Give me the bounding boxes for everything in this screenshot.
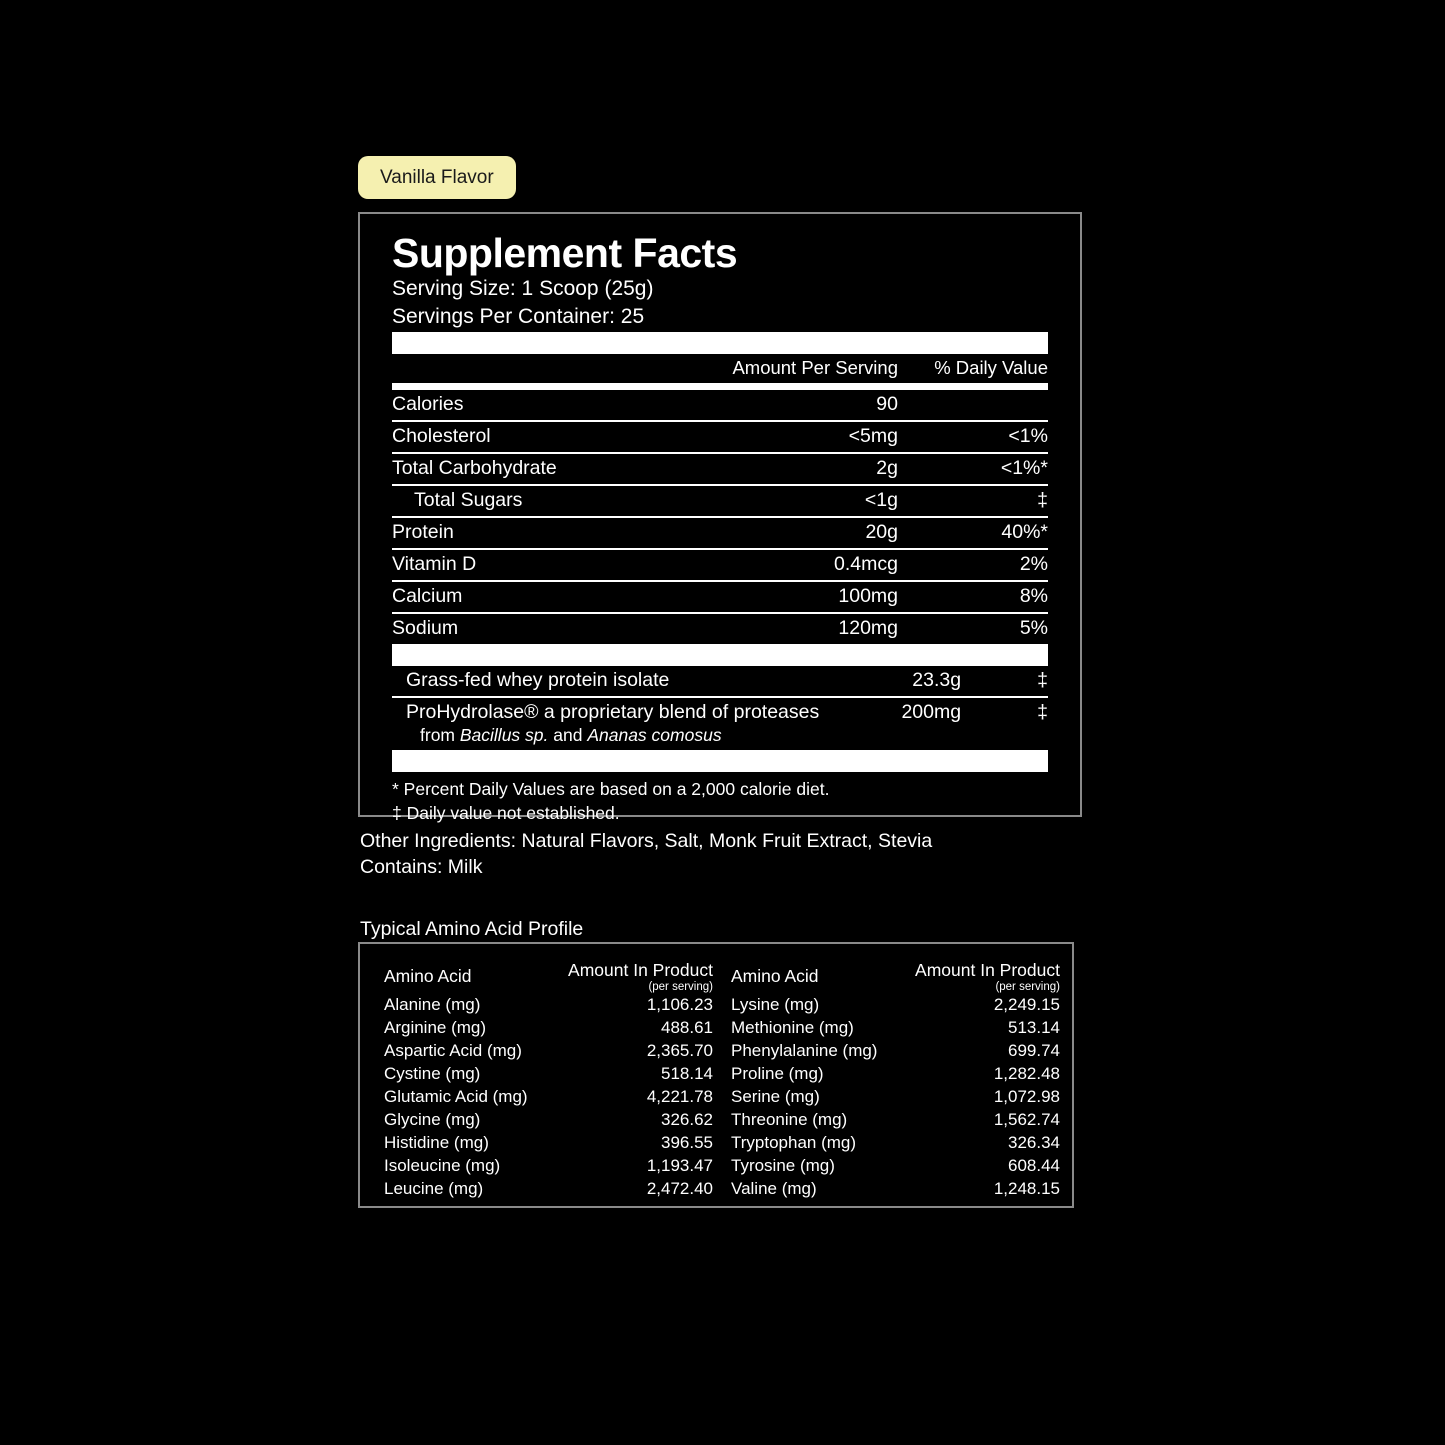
nutrient-name: Total Carbohydrate bbox=[392, 453, 688, 485]
supplement-facts-table bbox=[392, 354, 1048, 383]
nutrient-dv: 2% bbox=[898, 549, 1048, 581]
amino-acid-value: 2,365.70 bbox=[646, 1040, 713, 1060]
footnotes bbox=[392, 778, 1048, 825]
nutrient-amount: 90 bbox=[688, 390, 898, 421]
table-row bbox=[731, 1131, 1060, 1154]
amino-acid-header-amount-label: Amount In Product bbox=[568, 959, 713, 980]
amino-acid-name: Isoleucine (mg) bbox=[384, 1155, 501, 1175]
header-blank bbox=[392, 354, 688, 383]
nutrient-name: Protein bbox=[392, 517, 688, 549]
amino-acid-value: 608.44 bbox=[1008, 1155, 1060, 1175]
table-row bbox=[384, 1177, 713, 1200]
contains-line: Contains: Milk bbox=[360, 856, 483, 879]
ingredient-name: Grass-fed whey protein isolate bbox=[392, 666, 819, 697]
amino-acid-name: Alanine (mg) bbox=[384, 994, 481, 1014]
table-row bbox=[392, 517, 1048, 549]
amino-acid-value: 1,282.48 bbox=[993, 1063, 1060, 1083]
flavor-badge-label: Vanilla Flavor bbox=[380, 167, 494, 188]
table-row bbox=[731, 1039, 1060, 1062]
divider-thick-mid bbox=[392, 644, 1048, 666]
header-amount-per-serving: Amount Per Serving bbox=[732, 356, 898, 378]
nutrient-dv: 5% bbox=[1019, 616, 1048, 639]
table-row bbox=[384, 1016, 713, 1039]
ingredient-source-mid: and bbox=[548, 724, 588, 745]
nutrient-amount: 2g bbox=[688, 453, 898, 485]
divider-thick-bottom bbox=[392, 750, 1048, 772]
ingredient-amount: 23.3g bbox=[819, 666, 961, 697]
footnote-daily-values: * Percent Daily Values are based on a 2,000 calorie diet. bbox=[392, 779, 830, 800]
amino-acid-name: Tryptophan (mg) bbox=[731, 1132, 857, 1152]
nutrient-name: Total Sugars bbox=[392, 485, 688, 517]
amino-acid-name: Cystine (mg) bbox=[384, 1063, 481, 1083]
other-ingredients-line: Other Ingredients: Natural Flavors, Salt, Monk Fruit Extract, Stevia bbox=[360, 830, 933, 852]
ingredient-dv: ‡ bbox=[961, 666, 1048, 697]
amino-acid-name: Leucine (mg) bbox=[384, 1178, 484, 1198]
table-row bbox=[384, 1039, 713, 1062]
amino-acid-value: 326.62 bbox=[661, 1109, 713, 1129]
table-row bbox=[731, 1016, 1060, 1039]
amino-acid-header-name: Amino Acid bbox=[731, 965, 819, 986]
supplement-facts-title: Supplement Facts bbox=[392, 230, 738, 276]
nutrients-table bbox=[392, 390, 1048, 644]
table-row bbox=[392, 666, 1048, 697]
table-row bbox=[392, 421, 1048, 453]
nutrient-name: Calories bbox=[392, 390, 688, 421]
table-row bbox=[731, 1085, 1060, 1108]
table-row bbox=[731, 1177, 1060, 1200]
amino-acid-value: 2,249.15 bbox=[993, 994, 1060, 1014]
nutrient-name: Vitamin D bbox=[392, 549, 688, 581]
nutrient-dv: 40%* bbox=[898, 517, 1048, 549]
nutrient-name: Sodium bbox=[392, 616, 459, 639]
table-row bbox=[384, 1062, 713, 1085]
nutrient-name: Calcium bbox=[392, 581, 688, 613]
amino-acid-header-name: Amino Acid bbox=[384, 965, 472, 986]
table-row bbox=[384, 993, 713, 1016]
amino-acid-header-amount-sub: (per serving) bbox=[995, 980, 1060, 993]
supplement-facts-panel bbox=[358, 212, 1082, 824]
nutrient-dv: ‡ bbox=[898, 485, 1048, 517]
amino-acid-profile-title: Typical Amino Acid Profile bbox=[360, 918, 584, 940]
amino-acid-value: 1,562.74 bbox=[993, 1109, 1060, 1129]
nutrient-dv: <1%* bbox=[898, 453, 1048, 485]
table-row bbox=[384, 1108, 713, 1131]
amino-acid-value: 518.14 bbox=[661, 1063, 713, 1083]
nutrient-dv: <1% bbox=[898, 421, 1048, 453]
amino-acid-name: Serine (mg) bbox=[731, 1086, 820, 1106]
table-row bbox=[384, 1154, 713, 1177]
amino-acid-value: 1,248.15 bbox=[993, 1178, 1060, 1198]
divider-med-1 bbox=[392, 383, 1048, 390]
header-daily-value: % Daily Value bbox=[934, 356, 1048, 378]
table-header-row bbox=[384, 958, 713, 993]
amino-acid-header-amount-sub: (per serving) bbox=[648, 980, 713, 993]
amino-acid-name: Arginine (mg) bbox=[384, 1017, 487, 1037]
nutrient-dv bbox=[898, 390, 1048, 421]
table-row bbox=[392, 697, 1048, 751]
table-row bbox=[392, 390, 1048, 421]
amino-acid-name: Proline (mg) bbox=[731, 1063, 824, 1083]
amino-acid-value: 513.14 bbox=[1008, 1017, 1060, 1037]
serving-size: Serving Size: 1 Scoop (25g) bbox=[392, 277, 654, 301]
nutrient-name: Cholesterol bbox=[392, 421, 688, 453]
divider-thick-top bbox=[392, 332, 1048, 354]
amino-acid-table-left bbox=[384, 958, 713, 1200]
nutrient-amount: 20g bbox=[688, 517, 898, 549]
ingredient-name bbox=[392, 697, 819, 751]
nutrient-amount: <1g bbox=[688, 485, 898, 517]
amino-acid-name: Valine (mg) bbox=[731, 1178, 817, 1198]
ingredient-amount: 200mg bbox=[901, 700, 962, 723]
amino-acid-name: Threonine (mg) bbox=[731, 1109, 848, 1129]
amino-acid-value: 2,472.40 bbox=[646, 1178, 713, 1198]
amino-acid-panel bbox=[358, 942, 1074, 1208]
amino-acid-name: Histidine (mg) bbox=[384, 1132, 489, 1152]
table-header-row bbox=[392, 354, 1048, 383]
amino-acid-value: 396.55 bbox=[661, 1132, 713, 1152]
ingredient-name-line1: ProHydrolase® a proprietary blend of proteases bbox=[406, 700, 820, 723]
amino-acid-value: 4,221.78 bbox=[646, 1086, 713, 1106]
servings-per-container: Servings Per Container: 25 bbox=[392, 305, 645, 329]
amino-acid-header-amount bbox=[896, 958, 1060, 993]
ingredient-source-prefix: from bbox=[420, 724, 460, 745]
table-row bbox=[731, 1154, 1060, 1177]
amino-acid-name: Lysine (mg) bbox=[731, 994, 820, 1014]
flavor-badge[interactable] bbox=[358, 156, 516, 199]
amino-acid-name: Aspartic Acid (mg) bbox=[384, 1040, 522, 1060]
table-row bbox=[392, 453, 1048, 485]
nutrient-amount: <5mg bbox=[688, 421, 898, 453]
amino-acid-value: 1,193.47 bbox=[646, 1155, 713, 1175]
table-row bbox=[392, 613, 1048, 644]
ingredient-source-species-1: Bacillus sp. bbox=[459, 724, 549, 745]
ingredients-table bbox=[392, 666, 1048, 751]
amino-acid-value: 1,106.23 bbox=[646, 994, 713, 1014]
footnote-not-established: ‡ Daily value not established. bbox=[392, 803, 620, 824]
ingredient-source-species-2: Ananas comosus bbox=[587, 724, 722, 745]
nutrient-amount: 0.4mcg bbox=[688, 549, 898, 581]
amino-acid-name: Glycine (mg) bbox=[384, 1109, 481, 1129]
table-row bbox=[731, 1062, 1060, 1085]
amino-acid-name: Glutamic Acid (mg) bbox=[384, 1086, 528, 1106]
other-ingredients bbox=[360, 828, 1120, 881]
amino-acid-header-amount bbox=[548, 958, 713, 993]
nutrient-amount: 100mg bbox=[688, 581, 898, 613]
nutrient-amount: 120mg bbox=[838, 616, 898, 639]
table-row bbox=[392, 581, 1048, 613]
table-row bbox=[392, 485, 1048, 517]
table-row bbox=[731, 993, 1060, 1016]
amino-acid-name: Methionine (mg) bbox=[731, 1017, 854, 1037]
amino-acid-name: Tyrosine (mg) bbox=[731, 1155, 835, 1175]
table-row bbox=[731, 1108, 1060, 1131]
ingredient-dv: ‡ bbox=[1037, 700, 1048, 723]
amino-acid-table-right bbox=[731, 958, 1060, 1200]
table-row bbox=[392, 549, 1048, 581]
table-row bbox=[384, 1131, 713, 1154]
amino-acid-value: 1,072.98 bbox=[993, 1086, 1060, 1106]
amino-acid-header-amount-label: Amount In Product bbox=[915, 959, 1060, 980]
ingredient-name-line2 bbox=[406, 724, 819, 747]
amino-acid-value: 488.61 bbox=[661, 1017, 713, 1037]
table-row bbox=[384, 1085, 713, 1108]
nutrient-dv: 8% bbox=[898, 581, 1048, 613]
table-header-row bbox=[731, 958, 1060, 993]
amino-acid-value: 699.74 bbox=[1008, 1040, 1060, 1060]
amino-acid-name: Phenylalanine (mg) bbox=[731, 1040, 878, 1060]
amino-acid-value: 326.34 bbox=[1008, 1132, 1060, 1152]
